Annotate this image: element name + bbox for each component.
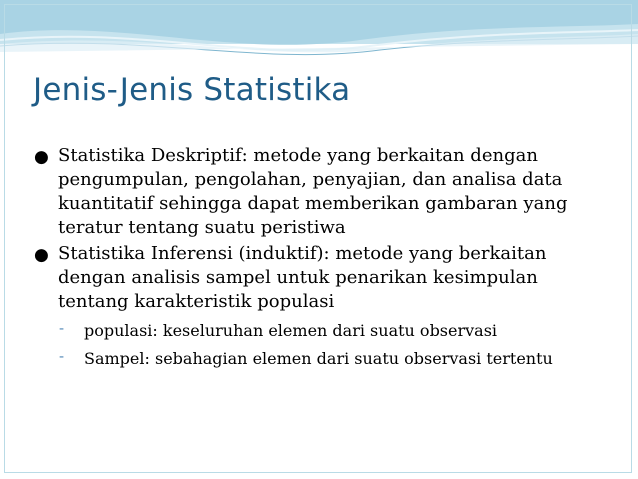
sub-bullet-item [34, 320, 609, 342]
dash-icon: - [59, 347, 65, 365]
bullet-text: Statistika Deskriptif: metode yang berkaitan dengan pengumpulan, pengolahan, penyajian, dan analisa data kuantitatif sehingga dapat memberikan gambaran yang teratur tentang suatu peristiwa [58, 145, 568, 238]
decorative-wave-banner [0, 0, 638, 60]
sub-bullet-text: Sampel: sebahagian elemen dari suatu observasi tertentu [84, 349, 553, 368]
sub-bullet-item [34, 348, 609, 370]
bullet-item [34, 144, 609, 240]
slide-content [34, 144, 609, 370]
bullet-item [34, 242, 609, 314]
dash-icon: - [59, 319, 65, 337]
sub-bullet-text: populasi: keseluruhan elemen dari suatu observasi [84, 321, 498, 340]
bullet-icon: ● [34, 147, 49, 167]
bullet-icon: ● [34, 245, 49, 265]
bullet-text: Statistika Inferensi (induktif): metode yang berkaitan dengan analisis sampel untuk penarikan kesimpulan tentang karakteristik populasi [58, 243, 547, 312]
slide-title: Jenis-Jenis Statistika [33, 72, 351, 108]
